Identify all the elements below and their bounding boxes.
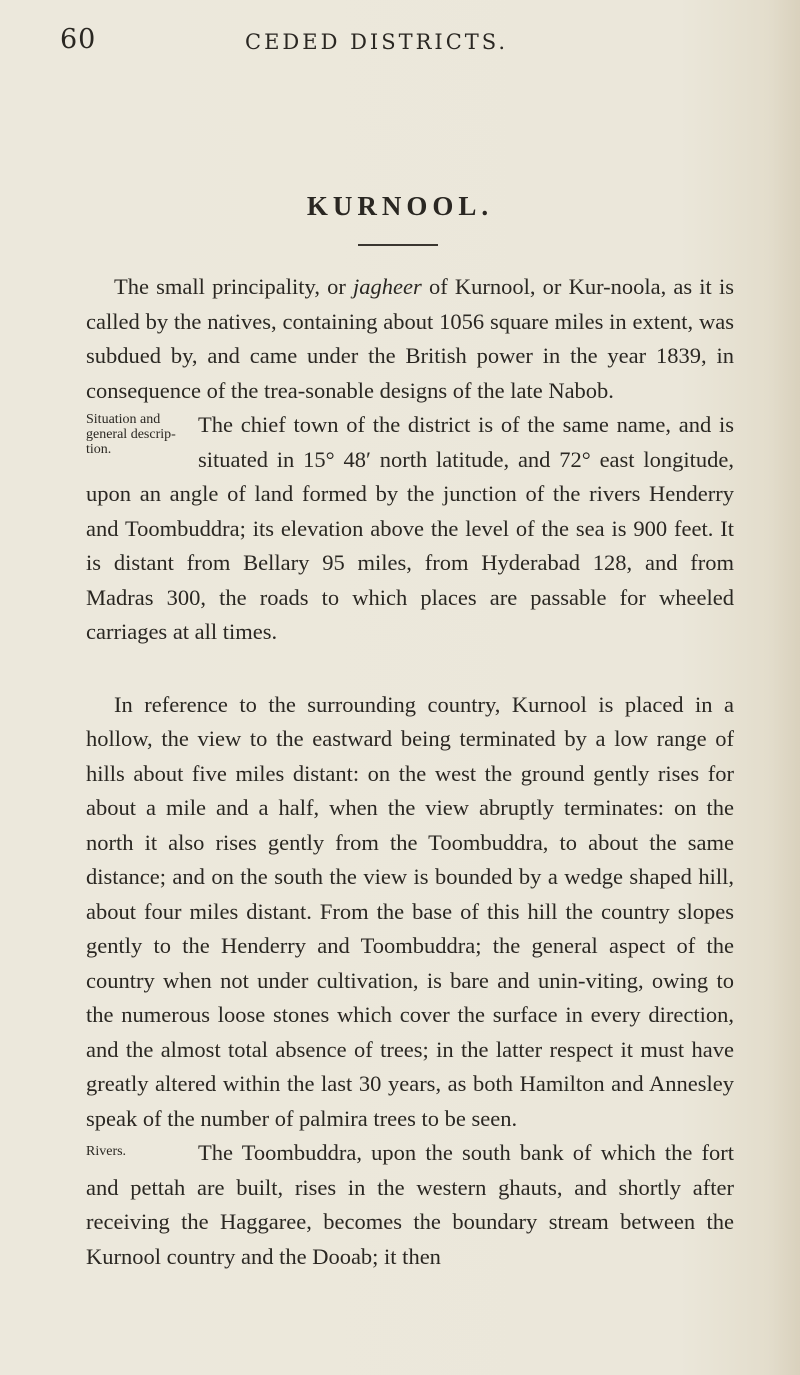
- sidenote-situation: Situation and general descrip-tion.: [86, 412, 176, 457]
- paragraph-surroundings: In reference to the surrounding country, Kurnool is placed in a hollow, the view to the eastward being terminated by a low range of hills about five miles distant: on the west the ground gently rises for about a mile and a half, when the view abruptly terminates: on the north it also rises gently from the Toombuddra, to about the same distance; and on the south the view is bounded by a wedge shaped hill, about four miles distant. From the base of this hill the country slopes gently to the Henderry and Toombuddra; the general aspect of the country when not under cultivation, is bare and unin-viting, owing to the numerous loose stones which cover the surface in every direction, and the almost total absence of trees; in the latter respect it must have greatly altered within the last 30 years, as both Hamilton and Annesley speak of the number of palmira trees to be seen.: [86, 691, 734, 1131]
- paragraph-intro-end: of Kurnool, or Kur-noola, as it is called by the natives, containing about 1056 square miles in extent, was subdued by, and came under the British power in the year 1839, in consequence of the trea-sonable designs of the late Nabob.: [86, 274, 734, 403]
- paragraph-situation-text: The chief town of the district is of the same name, and is situated in 15° 48′ north latitude, and 72° east longitude, upon an angle of land formed by the junction of the rivers Henderry and Toombuddra; its elevation above the level of the sea is 900 feet. It is distant from Bellary 95 miles, from Hyderabad 128, and from Madras 300, the roads to which places are passable for wheeled carriages at all times.: [86, 412, 734, 644]
- running-head: [60, 24, 740, 64]
- body-text: [86, 270, 734, 1274]
- paragraph-rivers-text: The Toombuddra, upon the south bank of which the fort and pettah are built, rises in the western ghauts, and shortly after receiving the Haggaree, becomes the boundary stream between the Kurnool country and the Dooab; it then: [86, 1140, 734, 1269]
- paragraph-intro-italic: jagheer: [353, 274, 422, 299]
- title-rule: [358, 244, 438, 246]
- running-title: CEDED DISTRICTS.: [245, 30, 509, 54]
- paragraph-intro-start: The small principality, or: [114, 274, 354, 299]
- sidenote-rivers: Rivers.: [86, 1144, 127, 1159]
- chapter-title: KURNOOL.: [306, 191, 494, 221]
- paragraph-intro: [86, 270, 734, 408]
- paragraph-situation: [86, 408, 734, 650]
- paragraph-rivers: [86, 1136, 734, 1274]
- page-number: 60: [60, 24, 97, 55]
